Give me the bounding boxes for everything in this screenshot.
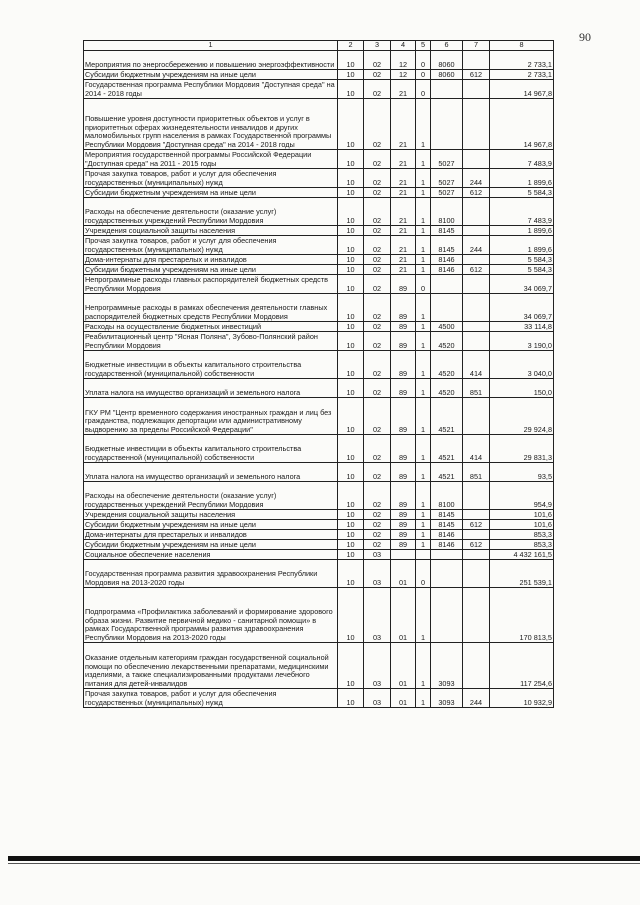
cell-target-item: 4520 bbox=[431, 379, 463, 398]
cell-section: 10 bbox=[338, 482, 364, 510]
cell-amount: 853,3 bbox=[490, 530, 554, 540]
cell-section: 10 bbox=[338, 398, 364, 435]
table-row bbox=[84, 275, 554, 294]
cell-name: Прочая закупка товаров, работ и услуг для обеспечения государственных (муниципальных) нужд bbox=[84, 689, 338, 708]
cell-subprogram: 1 bbox=[416, 150, 431, 169]
cell-subsection: 02 bbox=[364, 255, 391, 265]
cell-subsection: 02 bbox=[364, 294, 391, 322]
cell-name: Прочая закупка товаров, работ и услуг для обеспечения государственных (муниципальных) нужд bbox=[84, 169, 338, 188]
cell-expense-type bbox=[463, 255, 490, 265]
table-row bbox=[84, 435, 554, 463]
table-row bbox=[84, 560, 554, 588]
cell-program: 12 bbox=[391, 51, 416, 70]
cell-program: 21 bbox=[391, 188, 416, 198]
cell-subsection: 02 bbox=[364, 265, 391, 275]
cell-subsection: 03 bbox=[364, 588, 391, 643]
cell-name: Субсидии бюджетным учреждениям на иные цели bbox=[84, 265, 338, 275]
table-row bbox=[84, 169, 554, 188]
cell-name: Социальное обеспечение населения bbox=[84, 550, 338, 560]
cell-subprogram: 1 bbox=[416, 226, 431, 236]
cell-subprogram: 1 bbox=[416, 169, 431, 188]
cell-section: 10 bbox=[338, 51, 364, 70]
cell-name: Уплата налога на имущество организаций и земельного налога bbox=[84, 379, 338, 398]
cell-section: 10 bbox=[338, 198, 364, 226]
cell-name: Мероприятия государственной программы Российской Федерации "Доступная среда" на 2011 - 2015 годы bbox=[84, 150, 338, 169]
cell-section: 10 bbox=[338, 435, 364, 463]
table-row bbox=[84, 255, 554, 265]
cell-expense-type bbox=[463, 275, 490, 294]
cell-section: 10 bbox=[338, 99, 364, 150]
cell-amount: 853,3 bbox=[490, 540, 554, 550]
cell-target-item: 4520 bbox=[431, 332, 463, 351]
cell-name: Повышение уровня доступности приоритетных объектов и услуг в приоритетных сферах жизнедеятельности инвалидов и других маломобильных групп населения в рамках Государственной программы Республики Мордовия "Доступная среда" на 2014 - 2018 годы bbox=[84, 99, 338, 150]
cell-program: 21 bbox=[391, 198, 416, 226]
cell-expense-type: 612 bbox=[463, 540, 490, 550]
cell-target-item bbox=[431, 294, 463, 322]
cell-section: 10 bbox=[338, 530, 364, 540]
cell-name: Субсидии бюджетным учреждениям на иные цели bbox=[84, 188, 338, 198]
cell-expense-type: 414 bbox=[463, 351, 490, 379]
table-row bbox=[84, 510, 554, 520]
cell-program: 21 bbox=[391, 169, 416, 188]
cell-subprogram: 1 bbox=[416, 188, 431, 198]
table-row bbox=[84, 530, 554, 540]
cell-amount: 954,9 bbox=[490, 482, 554, 510]
cell-expense-type bbox=[463, 99, 490, 150]
cell-program: 89 bbox=[391, 351, 416, 379]
cell-name: Прочая закупка товаров, работ и услуг для обеспечения государственных (муниципальных) нужд bbox=[84, 236, 338, 255]
cell-section: 10 bbox=[338, 275, 364, 294]
cell-subprogram: 1 bbox=[416, 198, 431, 226]
cell-subprogram: 1 bbox=[416, 322, 431, 332]
cell-amount: 29 831,3 bbox=[490, 435, 554, 463]
cell-subprogram: 1 bbox=[416, 520, 431, 530]
cell-expense-type: 414 bbox=[463, 435, 490, 463]
cell-subsection: 02 bbox=[364, 332, 391, 351]
cell-target-item: 5027 bbox=[431, 169, 463, 188]
cell-name: Оказание отдельным категориям граждан государственной социальной помощи по обеспечению лекарственными препаратами, медицинскими изделиями, а также специализированными продуктами лечебного питания для детей-инвалидов bbox=[84, 643, 338, 689]
cell-program: 21 bbox=[391, 226, 416, 236]
cell-subsection: 02 bbox=[364, 322, 391, 332]
cell-target-item: 4520 bbox=[431, 351, 463, 379]
cell-name: Дома-интернаты для престарелых и инвалидов bbox=[84, 530, 338, 540]
cell-amount: 5 584,3 bbox=[490, 265, 554, 275]
cell-subsection: 02 bbox=[364, 351, 391, 379]
cell-name: Учреждения социальной защиты населения bbox=[84, 510, 338, 520]
cell-amount: 101,6 bbox=[490, 520, 554, 530]
cell-expense-type bbox=[463, 530, 490, 540]
cell-section: 10 bbox=[338, 70, 364, 80]
cell-target-item bbox=[431, 80, 463, 99]
table-row bbox=[84, 80, 554, 99]
cell-target-item: 8100 bbox=[431, 198, 463, 226]
cell-target-item: 4500 bbox=[431, 322, 463, 332]
cell-subsection: 03 bbox=[364, 643, 391, 689]
cell-subprogram: 0 bbox=[416, 51, 431, 70]
cell-program: 89 bbox=[391, 294, 416, 322]
cell-amount: 2 733,1 bbox=[490, 51, 554, 70]
cell-subsection: 02 bbox=[364, 99, 391, 150]
cell-amount: 93,5 bbox=[490, 463, 554, 482]
cell-section: 10 bbox=[338, 550, 364, 560]
cell-expense-type bbox=[463, 550, 490, 560]
cell-section: 10 bbox=[338, 463, 364, 482]
cell-program: 89 bbox=[391, 463, 416, 482]
cell-subsection: 02 bbox=[364, 379, 391, 398]
cell-subsection: 02 bbox=[364, 226, 391, 236]
cell-section: 10 bbox=[338, 560, 364, 588]
cell-amount: 10 932,9 bbox=[490, 689, 554, 708]
cell-target-item: 8060 bbox=[431, 51, 463, 70]
cell-expense-type bbox=[463, 294, 490, 322]
column-header-6: 6 bbox=[431, 41, 463, 51]
cell-subsection: 02 bbox=[364, 510, 391, 520]
cell-name: Субсидии бюджетным учреждениям на иные цели bbox=[84, 70, 338, 80]
cell-expense-type: 612 bbox=[463, 520, 490, 530]
cell-program: 89 bbox=[391, 275, 416, 294]
table-row bbox=[84, 322, 554, 332]
cell-subsection: 03 bbox=[364, 550, 391, 560]
cell-section: 10 bbox=[338, 226, 364, 236]
cell-amount: 4 432 161,5 bbox=[490, 550, 554, 560]
cell-name: Уплата налога на имущество организаций и земельного налога bbox=[84, 463, 338, 482]
cell-subsection: 03 bbox=[364, 560, 391, 588]
cell-subsection: 02 bbox=[364, 51, 391, 70]
cell-subsection: 02 bbox=[364, 463, 391, 482]
cell-name: ГКУ РМ "Центр временного содержания иностранных граждан и лиц без гражданства, подлежащих депортации или административному выдворению за пределы Российской Федерации" bbox=[84, 398, 338, 435]
cell-program: 89 bbox=[391, 322, 416, 332]
cell-subsection: 02 bbox=[364, 169, 391, 188]
cell-expense-type bbox=[463, 80, 490, 99]
cell-expense-type bbox=[463, 588, 490, 643]
table-row bbox=[84, 150, 554, 169]
scan-bottom-bar bbox=[8, 856, 640, 861]
cell-subprogram: 1 bbox=[416, 530, 431, 540]
cell-target-item bbox=[431, 550, 463, 560]
cell-program: 89 bbox=[391, 540, 416, 550]
cell-expense-type: 244 bbox=[463, 236, 490, 255]
cell-target-item: 8146 bbox=[431, 530, 463, 540]
cell-subprogram: 0 bbox=[416, 80, 431, 99]
table-row bbox=[84, 540, 554, 550]
cell-program: 01 bbox=[391, 643, 416, 689]
cell-expense-type bbox=[463, 51, 490, 70]
cell-program: 89 bbox=[391, 510, 416, 520]
cell-program: 89 bbox=[391, 482, 416, 510]
cell-subprogram: 0 bbox=[416, 560, 431, 588]
cell-target-item bbox=[431, 275, 463, 294]
scan-bottom-line bbox=[8, 863, 640, 864]
cell-program: 01 bbox=[391, 588, 416, 643]
cell-amount: 33 114,8 bbox=[490, 322, 554, 332]
cell-expense-type: 612 bbox=[463, 70, 490, 80]
cell-expense-type bbox=[463, 643, 490, 689]
cell-amount: 117 254,6 bbox=[490, 643, 554, 689]
cell-expense-type: 244 bbox=[463, 689, 490, 708]
table-row bbox=[84, 265, 554, 275]
cell-amount: 2 733,1 bbox=[490, 70, 554, 80]
cell-subsection: 02 bbox=[364, 70, 391, 80]
cell-amount: 5 584,3 bbox=[490, 188, 554, 198]
table-row bbox=[84, 482, 554, 510]
cell-section: 10 bbox=[338, 520, 364, 530]
cell-amount: 3 040,0 bbox=[490, 351, 554, 379]
cell-target-item bbox=[431, 560, 463, 588]
cell-target-item: 8145 bbox=[431, 510, 463, 520]
table-row bbox=[84, 520, 554, 530]
cell-amount: 1 899,6 bbox=[490, 236, 554, 255]
table-row bbox=[84, 99, 554, 150]
cell-name: Реабилитационный центр "Ясная Поляна", Зубово-Полянский район Республики Мордовия bbox=[84, 332, 338, 351]
cell-subprogram: 1 bbox=[416, 379, 431, 398]
cell-program: 89 bbox=[391, 332, 416, 351]
cell-subprogram bbox=[416, 550, 431, 560]
cell-amount: 1 899,6 bbox=[490, 226, 554, 236]
cell-target-item: 3093 bbox=[431, 643, 463, 689]
table-row bbox=[84, 332, 554, 351]
cell-amount: 150,0 bbox=[490, 379, 554, 398]
column-header-1: 1 bbox=[84, 41, 338, 51]
cell-program: 89 bbox=[391, 530, 416, 540]
cell-target-item: 8146 bbox=[431, 540, 463, 550]
cell-subsection: 02 bbox=[364, 150, 391, 169]
cell-subprogram: 1 bbox=[416, 236, 431, 255]
cell-section: 10 bbox=[338, 588, 364, 643]
cell-amount: 7 483,9 bbox=[490, 198, 554, 226]
cell-target-item: 8100 bbox=[431, 482, 463, 510]
cell-program: 01 bbox=[391, 560, 416, 588]
cell-section: 10 bbox=[338, 689, 364, 708]
cell-subprogram: 1 bbox=[416, 332, 431, 351]
cell-target-item: 8145 bbox=[431, 236, 463, 255]
cell-name: Расходы на обеспечение деятельности (оказание услуг) государственных учреждений Республики Мордовия bbox=[84, 198, 338, 226]
column-header-4: 4 bbox=[391, 41, 416, 51]
table-row bbox=[84, 226, 554, 236]
cell-expense-type bbox=[463, 510, 490, 520]
cell-subprogram: 1 bbox=[416, 510, 431, 520]
table-row bbox=[84, 588, 554, 643]
cell-target-item: 4521 bbox=[431, 463, 463, 482]
budget-table bbox=[83, 40, 554, 708]
cell-program bbox=[391, 550, 416, 560]
cell-subprogram: 1 bbox=[416, 255, 431, 265]
cell-amount: 251 539,1 bbox=[490, 560, 554, 588]
cell-subsection: 02 bbox=[364, 236, 391, 255]
cell-subprogram: 1 bbox=[416, 540, 431, 550]
cell-amount: 29 924,8 bbox=[490, 398, 554, 435]
cell-section: 10 bbox=[338, 643, 364, 689]
cell-expense-type: 612 bbox=[463, 265, 490, 275]
cell-name: Подпрограмма «Профилактика заболеваний и формирование здорового образа жизни. Развитие первичной медико - санитарной помощи» в рамках Государственной программы развития здравоохранения Республики Мордовия на 2013-2020 годы bbox=[84, 588, 338, 643]
cell-target-item: 8060 bbox=[431, 70, 463, 80]
cell-subprogram: 1 bbox=[416, 689, 431, 708]
cell-program: 21 bbox=[391, 265, 416, 275]
cell-expense-type bbox=[463, 560, 490, 588]
cell-subsection: 02 bbox=[364, 398, 391, 435]
column-header-2: 2 bbox=[338, 41, 364, 51]
cell-program: 89 bbox=[391, 379, 416, 398]
cell-target-item: 5027 bbox=[431, 150, 463, 169]
cell-subsection: 02 bbox=[364, 540, 391, 550]
table-row bbox=[84, 51, 554, 70]
cell-name: Государственная программа Республики Мордовия "Доступная среда" на 2014 - 2018 годы bbox=[84, 80, 338, 99]
column-header-5: 5 bbox=[416, 41, 431, 51]
cell-amount: 14 967,8 bbox=[490, 80, 554, 99]
cell-name: Расходы на осуществление бюджетных инвестиций bbox=[84, 322, 338, 332]
cell-subsection: 02 bbox=[364, 530, 391, 540]
table-row bbox=[84, 188, 554, 198]
table-row bbox=[84, 689, 554, 708]
table-row bbox=[84, 398, 554, 435]
cell-subprogram: 1 bbox=[416, 482, 431, 510]
cell-expense-type bbox=[463, 322, 490, 332]
cell-name: Мероприятия по энергосбережению и повышению энергоэффективности bbox=[84, 51, 338, 70]
cell-name: Бюджетные инвестиции в объекты капитального строительства государственной (муниципальной) собственности bbox=[84, 435, 338, 463]
cell-target-item: 8146 bbox=[431, 265, 463, 275]
cell-expense-type: 612 bbox=[463, 188, 490, 198]
cell-expense-type: 851 bbox=[463, 379, 490, 398]
cell-subsection: 02 bbox=[364, 275, 391, 294]
cell-target-item: 5027 bbox=[431, 188, 463, 198]
cell-subsection: 02 bbox=[364, 520, 391, 530]
table-header-row bbox=[84, 41, 554, 51]
cell-section: 10 bbox=[338, 255, 364, 265]
cell-section: 10 bbox=[338, 150, 364, 169]
cell-section: 10 bbox=[338, 332, 364, 351]
cell-amount: 5 584,3 bbox=[490, 255, 554, 265]
cell-target-item bbox=[431, 99, 463, 150]
cell-subprogram: 1 bbox=[416, 351, 431, 379]
cell-section: 10 bbox=[338, 188, 364, 198]
cell-subsection: 02 bbox=[364, 188, 391, 198]
cell-subprogram: 1 bbox=[416, 643, 431, 689]
cell-amount: 7 483,9 bbox=[490, 150, 554, 169]
cell-program: 89 bbox=[391, 520, 416, 530]
cell-target-item: 8146 bbox=[431, 255, 463, 265]
cell-section: 10 bbox=[338, 322, 364, 332]
cell-name: Расходы на обеспечение деятельности (оказание услуг) государственных учреждений Республики Мордовия bbox=[84, 482, 338, 510]
column-header-3: 3 bbox=[364, 41, 391, 51]
cell-amount: 101,6 bbox=[490, 510, 554, 520]
cell-section: 10 bbox=[338, 265, 364, 275]
cell-section: 10 bbox=[338, 80, 364, 99]
cell-program: 89 bbox=[391, 398, 416, 435]
cell-target-item: 4521 bbox=[431, 398, 463, 435]
cell-amount: 170 813,5 bbox=[490, 588, 554, 643]
cell-program: 21 bbox=[391, 236, 416, 255]
cell-section: 10 bbox=[338, 236, 364, 255]
table-row bbox=[84, 643, 554, 689]
cell-name: Бюджетные инвестиции в объекты капитального строительства государственной (муниципальной) собственности bbox=[84, 351, 338, 379]
cell-section: 10 bbox=[338, 510, 364, 520]
cell-section: 10 bbox=[338, 294, 364, 322]
cell-program: 21 bbox=[391, 150, 416, 169]
table-row bbox=[84, 550, 554, 560]
cell-subprogram: 1 bbox=[416, 265, 431, 275]
cell-subprogram: 1 bbox=[416, 99, 431, 150]
cell-program: 21 bbox=[391, 255, 416, 265]
cell-name: Субсидии бюджетным учреждениям на иные цели bbox=[84, 520, 338, 530]
cell-subprogram: 1 bbox=[416, 463, 431, 482]
cell-name: Непрограммные расходы в рамках обеспечения деятельности главных распорядителей бюджетных средств Республики Мордовия bbox=[84, 294, 338, 322]
cell-section: 10 bbox=[338, 540, 364, 550]
cell-target-item: 3093 bbox=[431, 689, 463, 708]
cell-subprogram: 0 bbox=[416, 275, 431, 294]
cell-section: 10 bbox=[338, 351, 364, 379]
cell-amount: 34 069,7 bbox=[490, 294, 554, 322]
cell-program: 21 bbox=[391, 99, 416, 150]
cell-subsection: 02 bbox=[364, 198, 391, 226]
cell-subsection: 03 bbox=[364, 689, 391, 708]
cell-subsection: 02 bbox=[364, 80, 391, 99]
table-row bbox=[84, 463, 554, 482]
cell-program: 21 bbox=[391, 80, 416, 99]
cell-subsection: 02 bbox=[364, 435, 391, 463]
cell-section: 10 bbox=[338, 379, 364, 398]
cell-subprogram: 0 bbox=[416, 70, 431, 80]
cell-expense-type bbox=[463, 482, 490, 510]
column-header-7: 7 bbox=[463, 41, 490, 51]
cell-subsection: 02 bbox=[364, 482, 391, 510]
cell-program: 89 bbox=[391, 435, 416, 463]
cell-section: 10 bbox=[338, 169, 364, 188]
cell-name: Дома-интернаты для престарелых и инвалидов bbox=[84, 255, 338, 265]
cell-name: Непрограммные расходы главных распорядителей бюджетных средств Республики Мордовия bbox=[84, 275, 338, 294]
table-row bbox=[84, 294, 554, 322]
cell-expense-type: 851 bbox=[463, 463, 490, 482]
cell-expense-type bbox=[463, 150, 490, 169]
cell-expense-type bbox=[463, 198, 490, 226]
column-header-8: 8 bbox=[490, 41, 554, 51]
table-row bbox=[84, 379, 554, 398]
cell-amount: 34 069,7 bbox=[490, 275, 554, 294]
page-number: 90 bbox=[579, 30, 591, 44]
cell-subprogram: 1 bbox=[416, 294, 431, 322]
cell-amount: 1 899,6 bbox=[490, 169, 554, 188]
cell-expense-type bbox=[463, 332, 490, 351]
cell-expense-type bbox=[463, 398, 490, 435]
cell-name: Учреждения социальной защиты населения bbox=[84, 226, 338, 236]
cell-target-item: 4521 bbox=[431, 435, 463, 463]
table-row bbox=[84, 351, 554, 379]
cell-expense-type bbox=[463, 226, 490, 236]
cell-amount: 14 967,8 bbox=[490, 99, 554, 150]
cell-target-item: 8145 bbox=[431, 226, 463, 236]
cell-expense-type: 244 bbox=[463, 169, 490, 188]
cell-program: 01 bbox=[391, 689, 416, 708]
cell-target-item: 8145 bbox=[431, 520, 463, 530]
table-row bbox=[84, 236, 554, 255]
cell-subprogram: 1 bbox=[416, 435, 431, 463]
cell-subprogram: 1 bbox=[416, 588, 431, 643]
cell-amount: 3 190,0 bbox=[490, 332, 554, 351]
cell-subprogram: 1 bbox=[416, 398, 431, 435]
cell-program: 12 bbox=[391, 70, 416, 80]
cell-name: Субсидии бюджетным учреждениям на иные цели bbox=[84, 540, 338, 550]
cell-target-item bbox=[431, 588, 463, 643]
table-row bbox=[84, 70, 554, 80]
table-row bbox=[84, 198, 554, 226]
cell-name: Государственная программа развития здравоохранения Республики Мордовия на 2013-2020 годы bbox=[84, 560, 338, 588]
